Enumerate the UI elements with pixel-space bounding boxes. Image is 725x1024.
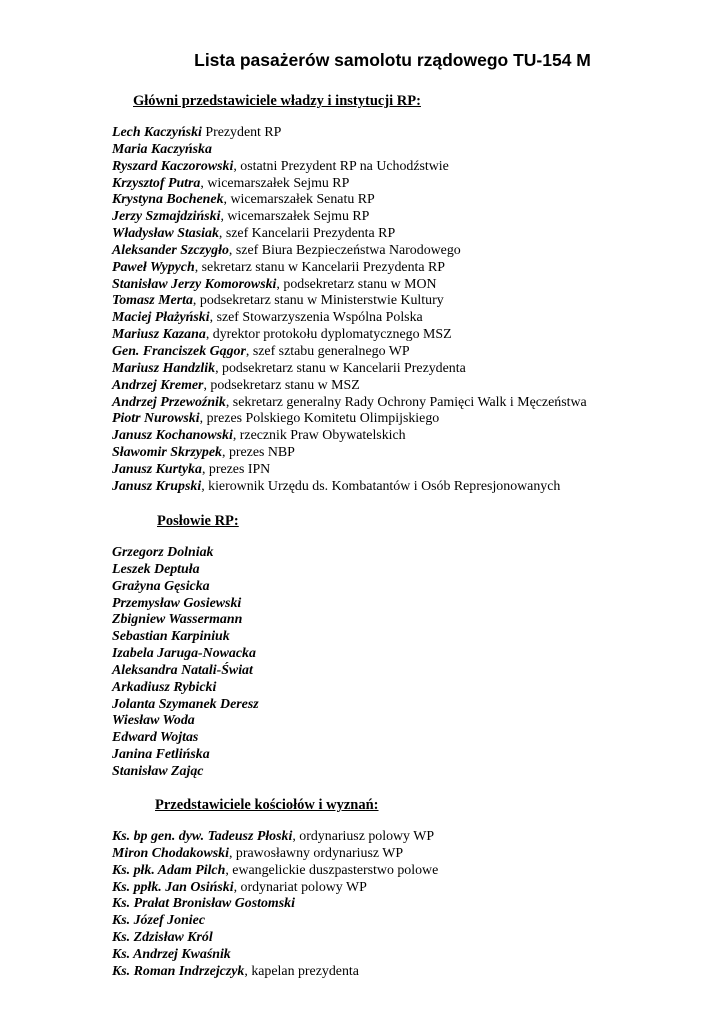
passenger-entry [112, 192, 587, 209]
passenger-entry [112, 277, 587, 294]
passenger-name: Leszek Deptuła [112, 561, 200, 577]
passenger-name: Stanisław Zając [112, 763, 204, 779]
passenger-entry [112, 596, 259, 613]
passenger-name: Grażyna Gęsicka [112, 578, 210, 594]
passenger-name: Przemysław Gosiewski [112, 595, 242, 611]
passenger-role: , podsekretarz stanu w Ministerstwie Kultury [192, 293, 444, 309]
passenger-entry [112, 462, 587, 479]
passenger-entry [112, 747, 259, 764]
passenger-name: Janina Fetlińska [112, 747, 210, 763]
passenger-name: Aleksandra Natali-Świat [112, 662, 253, 678]
passenger-name: Izabela Jaruga-Nowacka [112, 646, 256, 662]
passenger-name: Krzysztof Putra [112, 175, 201, 191]
passenger-entry [112, 829, 438, 846]
passenger-name: Ks. Roman Indrzejczyk [112, 963, 245, 979]
passenger-entry [112, 545, 259, 562]
passenger-name: Ks. Prałat Bronisław Gostomski [112, 896, 295, 912]
passenger-name: Andrzej Kremer [112, 377, 204, 393]
passenger-name: Ks. ppłk. Jan Osiński [112, 879, 234, 895]
passenger-entry [112, 863, 438, 880]
passenger-name: Andrzej Przewoźnik [112, 394, 226, 410]
passenger-role: , prawosławny ordynariusz WP [228, 845, 404, 861]
passenger-name: Sławomir Skrzypek [112, 445, 222, 461]
passenger-entry [112, 646, 259, 663]
clergy-passenger-list [112, 829, 438, 981]
passenger-entry [112, 176, 587, 193]
passenger-name: Ks. płk. Adam Pilch [112, 862, 226, 878]
passenger-entry [112, 680, 259, 697]
passenger-name: Stanisław Jerzy Komorowski [112, 276, 277, 292]
passenger-name: Ryszard Kaczorowski [112, 158, 234, 174]
passenger-role: , wicemarszałek Senatu RP [223, 192, 375, 208]
passenger-entry [112, 629, 259, 646]
passenger-role: , podsekretarz stanu w MON [276, 276, 437, 292]
passenger-name: Grzegorz Dolniak [112, 545, 214, 560]
passenger-name: Janusz Kochanowski [112, 428, 233, 444]
passenger-name: Jolanta Szymanek Deresz [112, 696, 259, 712]
passenger-entry [112, 612, 259, 629]
passenger-name: Jerzy Szmajdziński [112, 209, 221, 225]
passenger-entry [112, 125, 587, 142]
passenger-entry [112, 579, 259, 596]
passenger-entry [112, 327, 587, 344]
passenger-role: , wicemarszałek Sejmu RP [200, 175, 350, 191]
passenger-name: Arkadiusz Rybicki [112, 679, 217, 695]
passenger-name: Ks. bp gen. dyw. Tadeusz Płoski [112, 829, 293, 844]
passenger-entry [112, 913, 438, 930]
passenger-role: , prezes IPN [201, 461, 271, 477]
deputies-passenger-list [112, 545, 259, 781]
passenger-name: Piotr Nurowski [112, 411, 200, 427]
section-heading-government: Główni przedstawiciele władzy i instytucji RP: [133, 93, 421, 109]
passenger-name: Janusz Kurtyka [112, 461, 202, 477]
passenger-role: , rzecznik Praw Obywatelskich [232, 428, 406, 444]
passenger-entry [112, 243, 587, 260]
passenger-role: , sekretarz stanu w Kancelarii Prezydenta RP [194, 259, 446, 275]
passenger-entry [112, 896, 438, 913]
passenger-entry [112, 260, 587, 277]
passenger-name: Miron Chodakowski [112, 845, 229, 861]
passenger-role: , podsekretarz stanu w MSZ [203, 377, 360, 393]
passenger-role: Prezydent RP [201, 125, 282, 140]
passenger-name: Paweł Wypych [112, 259, 195, 275]
passenger-role: , dyrektor protokołu dyplomatycznego MSZ [205, 327, 452, 343]
passenger-name: Wiesław Woda [112, 713, 195, 729]
passenger-role: , ordynariat polowy WP [233, 879, 367, 895]
passenger-role: , kierownik Urzędu ds. Kombatantów i Osób Represjonowanych [201, 478, 561, 494]
passenger-entry [112, 395, 587, 412]
passenger-name: Ks. Józef Joniec [112, 913, 205, 929]
passenger-name: Lech Kaczyński [112, 125, 202, 140]
passenger-entry [112, 310, 587, 327]
passenger-name: Ks. Zdzisław Król [112, 930, 213, 946]
document-title: Lista pasażerów samolotu rządowego TU-154 M [194, 50, 591, 70]
passenger-role: , ordynariusz polowy WP [292, 829, 435, 844]
passenger-entry [112, 293, 587, 310]
passenger-role: , wicemarszałek Sejmu RP [220, 209, 370, 225]
government-passenger-list [112, 125, 587, 496]
passenger-entry [112, 713, 259, 730]
passenger-role: , prezes Polskiego Komitetu Olimpijskiego [199, 411, 440, 427]
passenger-entry [112, 880, 438, 897]
passenger-name: Edward Wojtas [112, 730, 199, 746]
passenger-entry [112, 142, 587, 159]
passenger-entry [112, 344, 587, 361]
passenger-role: , szef Kancelarii Prezydenta RP [218, 226, 396, 242]
passenger-role: , ewangelickie duszpasterstwo polowe [225, 862, 439, 878]
passenger-entry [112, 930, 438, 947]
passenger-role: , ostatni Prezydent RP na Uchodźstwie [233, 158, 449, 174]
passenger-name: Gen. Franciszek Gągor [112, 343, 246, 359]
passenger-role: , szef Stowarzyszenia Wspólna Polska [209, 310, 423, 326]
passenger-name: Mariusz Handzlik [112, 360, 216, 376]
passenger-entry [112, 209, 587, 226]
passenger-name: Maria Kaczyńska [112, 141, 212, 157]
passenger-entry [112, 159, 587, 176]
passenger-entry [112, 226, 587, 243]
passenger-role: , podsekretarz stanu w Kancelarii Prezydenta [215, 360, 466, 376]
passenger-name: Władysław Stasiak [112, 226, 219, 242]
passenger-entry [112, 846, 438, 863]
passenger-name: Krystyna Bochenek [112, 192, 224, 208]
passenger-entry [112, 428, 587, 445]
passenger-name: Ks. Andrzej Kwaśnik [112, 946, 231, 962]
passenger-name: Zbigniew Wassermann [112, 612, 243, 628]
passenger-role: , szef sztabu generalnego WP [245, 343, 410, 359]
passenger-entry [112, 378, 587, 395]
passenger-name: Mariusz Kazana [112, 327, 206, 343]
passenger-entry [112, 479, 587, 496]
passenger-entry [112, 764, 259, 781]
passenger-role: , kapelan prezydenta [244, 963, 359, 979]
passenger-entry [112, 445, 587, 462]
section-heading-clergy: Przedstawiciele kościołów i wyznań: [155, 797, 379, 813]
passenger-role: , prezes NBP [222, 445, 295, 461]
passenger-entry [112, 663, 259, 680]
passenger-role: , sekretarz generalny Rady Ochrony Pamięci Walk i Męczeństwa [225, 394, 587, 410]
passenger-name: Aleksander Szczygło [112, 242, 229, 258]
passenger-entry [112, 697, 259, 714]
passenger-entry [112, 411, 587, 428]
passenger-entry [112, 562, 259, 579]
passenger-name: Tomasz Merta [112, 293, 193, 309]
passenger-role: , szef Biura Bezpieczeństwa Narodowego [228, 242, 461, 258]
passenger-entry [112, 730, 259, 747]
passenger-entry [112, 947, 438, 964]
passenger-entry [112, 964, 438, 981]
passenger-name: Janusz Krupski [112, 478, 202, 494]
passenger-name: Sebastian Karpiniuk [112, 629, 230, 645]
passenger-entry [112, 361, 587, 378]
passenger-name: Maciej Płażyński [112, 310, 210, 326]
section-heading-deputies: Posłowie RP: [157, 513, 239, 529]
